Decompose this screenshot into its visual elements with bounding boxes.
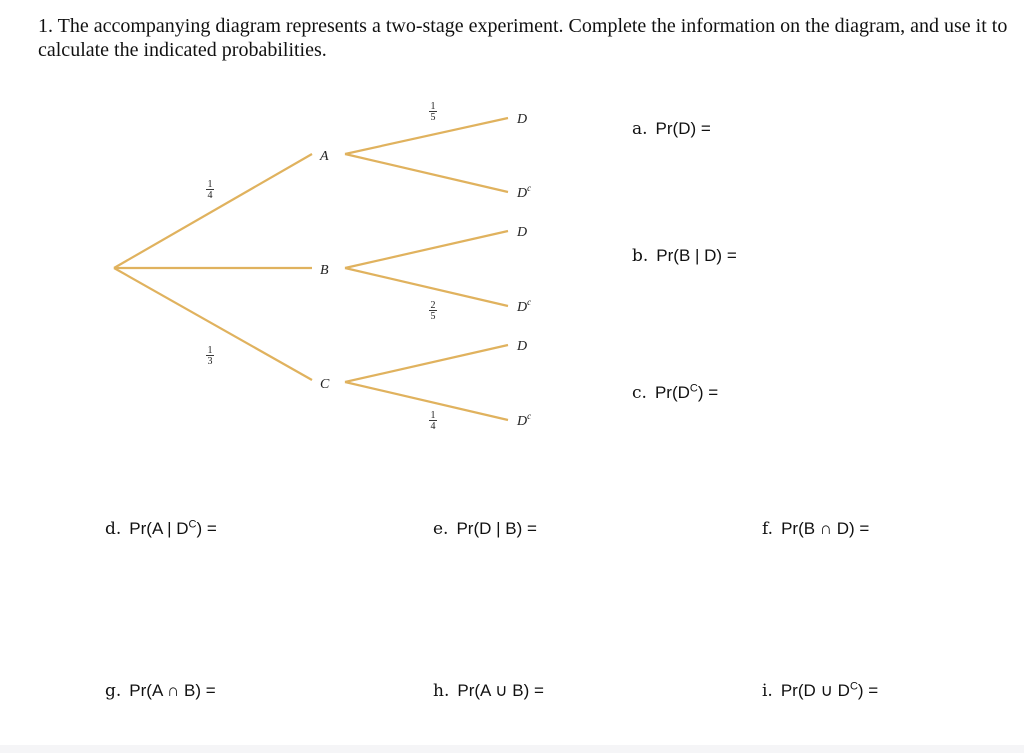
part-letter: e. — [433, 519, 449, 539]
branch-a-dc — [345, 154, 508, 192]
leaf-a-d: D — [517, 112, 528, 127]
branch-a-d — [345, 118, 508, 154]
part-e — [433, 518, 537, 540]
part-letter: d. — [105, 519, 122, 539]
branch-root-a — [114, 154, 312, 268]
leaf-a-dc: $D^c$ — [517, 183, 532, 201]
svg-text:3: 3 — [207, 356, 213, 367]
svg-text:1: 1 — [430, 410, 436, 421]
part-d — [105, 518, 217, 540]
prob-a — [206, 179, 214, 201]
branch-root-c — [114, 268, 312, 380]
part-expression: Pr(A | $D^C$) = — [129, 518, 217, 538]
svg-text:1: 1 — [207, 345, 213, 356]
part-expression: Pr(D) = — [655, 119, 711, 138]
part-letter: b. — [632, 246, 649, 266]
node-c: C — [320, 377, 330, 392]
part-h — [433, 680, 544, 702]
part-expression: Pr(D ∪ $D^C$) = — [780, 680, 879, 700]
prob-c-dc — [429, 410, 437, 432]
node-a: A — [320, 149, 329, 164]
svg-text:4: 4 — [207, 190, 213, 201]
prob-b-dc — [429, 300, 437, 322]
part-expression: $Pr(D^C)$ = — [654, 382, 719, 402]
part-expression: Pr(A ∪ B) = — [457, 681, 544, 700]
part-expression: Pr(A ∩ B) = — [129, 681, 216, 700]
part-letter: f. — [762, 519, 774, 539]
part-g — [105, 680, 216, 702]
part-expression: Pr(B | D) = — [656, 246, 737, 265]
branch-c-dc — [345, 382, 508, 420]
leaf-c-dc: $D^c$ — [517, 411, 532, 429]
svg-text:1: 1 — [430, 101, 436, 112]
part-letter: a. — [632, 119, 648, 139]
part-letter: h. — [433, 681, 450, 701]
part-expression: Pr(D | B) = — [456, 519, 537, 538]
branch-b-dc — [345, 268, 508, 306]
leaf-b-d: D — [517, 225, 528, 240]
branch-c-d — [345, 345, 508, 382]
part-f — [762, 518, 869, 540]
part-i — [762, 680, 878, 702]
part-letter: g. — [105, 681, 122, 701]
leaf-c-d: D — [517, 339, 528, 354]
branch-b-d — [345, 231, 508, 268]
svg-text:5: 5 — [430, 311, 436, 322]
node-b: B — [320, 263, 329, 278]
page-bottom-strip — [0, 745, 1024, 753]
leaf-b-dc: $D^c$ — [517, 297, 532, 315]
question-text: 1. The accompanying diagram represents a two-stage experiment. Complete the information on the diagram, and use it to calculate the indicated probabilities. — [38, 15, 1008, 61]
part-c — [632, 382, 718, 404]
part-letter: i. — [762, 681, 773, 701]
part-expression: Pr(B ∩ D) = — [781, 519, 870, 538]
part-b — [632, 245, 737, 267]
svg-text:1: 1 — [207, 179, 213, 190]
svg-text:4: 4 — [430, 421, 436, 432]
part-a — [632, 118, 711, 140]
prob-c — [206, 345, 214, 367]
svg-text:2: 2 — [430, 300, 436, 311]
part-letter: c. — [632, 383, 647, 403]
prob-a-d — [429, 101, 437, 123]
svg-text:5: 5 — [430, 112, 436, 123]
